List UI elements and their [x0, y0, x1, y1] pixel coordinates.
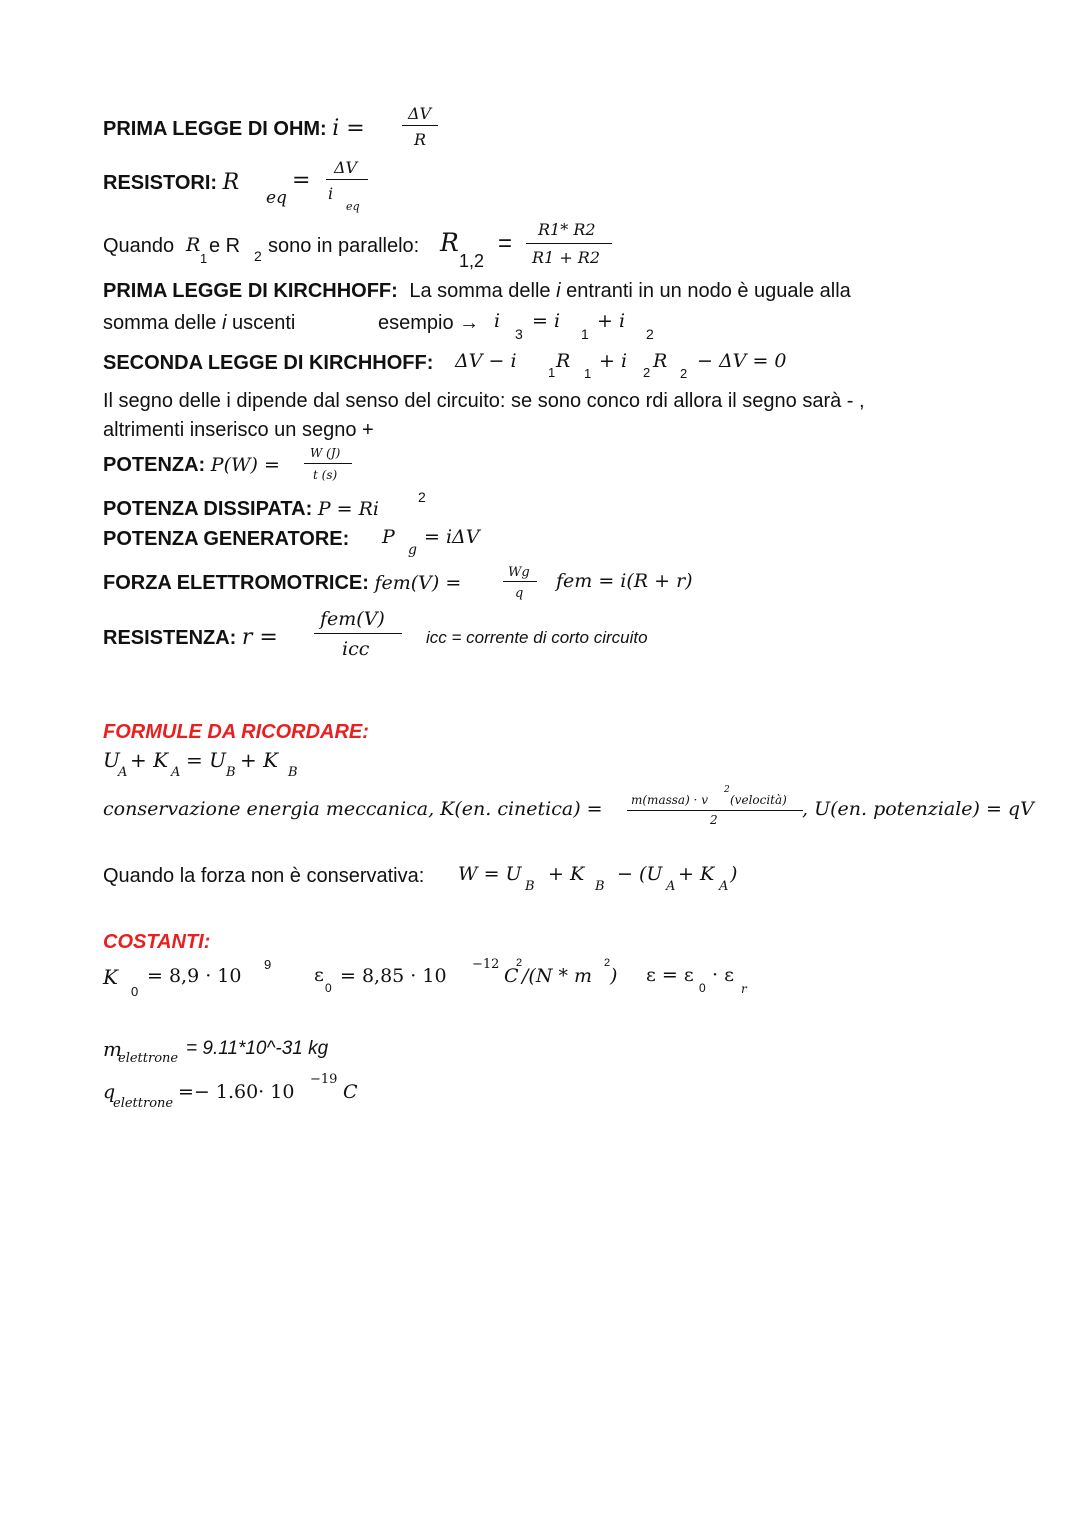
resistenza-den: icc: [342, 638, 370, 660]
kirchhoff1-f-sub3: 3: [515, 326, 523, 342]
resistori-label: RESISTORI:: [103, 172, 218, 194]
costanti-K-exp: 9: [264, 957, 272, 972]
resistori-eq-sub: eq: [266, 188, 287, 208]
formule-cons-num: m(massa) · v: [631, 793, 708, 807]
fem-fraction-bar: [503, 581, 537, 582]
costanti-K-sub: 0: [131, 984, 139, 999]
resistori-fraction-bar: [326, 179, 368, 180]
dissipata-formula: P = Ri: [317, 498, 379, 520]
parallelo-num: R1* R2: [538, 220, 596, 239]
costanti-qe-exp: −19: [310, 1072, 338, 1087]
formule-nc-pK: + K: [548, 863, 585, 885]
costanti-eps-sub: 0: [325, 981, 332, 995]
kirchhoff1-esempio: esempio →: [378, 312, 480, 334]
costanti-qe-val: =− 1.60· 10: [178, 1081, 295, 1103]
generatore-line: [103, 529, 349, 549]
formule-sA: A: [118, 765, 128, 780]
costanti-eps-unit3: ): [610, 965, 618, 987]
formule-sB2: B: [288, 765, 298, 780]
kirchhoff2-Rb: R: [653, 350, 668, 372]
dissipata-exp: 2: [418, 489, 426, 505]
potenza-num: W (J): [310, 446, 341, 460]
parallelo-fraction-bar: [526, 243, 612, 244]
kirchhoff1-line2i: i: [221, 312, 227, 334]
costanti-title: COSTANTI:: [103, 931, 211, 953]
kirchhoff1-f-eq: = i: [532, 310, 561, 332]
resistenza-r: r =: [241, 625, 278, 650]
parallelo-sub2: 2: [254, 248, 262, 264]
formule-pK: + K: [130, 748, 169, 772]
costanti-K: K: [103, 965, 118, 989]
parallelo-e: e R: [209, 235, 241, 257]
costanti-epsr-subr: r: [741, 982, 747, 996]
potenza-den: t (s): [313, 468, 338, 482]
formule-U: U: [103, 748, 120, 772]
parallelo-sub12: 1,2: [459, 251, 485, 271]
kirchhoff2-s2: 2: [643, 365, 651, 380]
fem-num: Wg: [508, 565, 530, 580]
costanti-eps-unit2: /(N * m: [522, 965, 593, 987]
formule-sA2: A: [171, 765, 181, 780]
costanti-me-val: = 9.11*10^-31 kg: [186, 1038, 329, 1059]
formule-cons-exp: 2: [724, 785, 730, 795]
potenza-lhs: P(W) =: [210, 454, 280, 476]
kirchhoff2-Ra: R: [556, 350, 571, 372]
parallelo-sub1: 1: [200, 251, 208, 266]
kirchhoff1-line2a: somma delle: [103, 312, 217, 334]
formule-pK2: + K: [240, 748, 279, 772]
formule-nc-sB: B: [525, 879, 535, 894]
ohm-fraction-bar: [402, 125, 438, 126]
generatore-P: P: [382, 526, 395, 548]
potenza-fraction-bar: [304, 463, 352, 464]
costanti-epsr-dot: · ε: [712, 964, 734, 986]
costanti-me-sub: elettrone: [118, 1051, 179, 1066]
resistori-equals: =: [292, 168, 311, 193]
formule-cons-text: conservazione energia meccanica, K(en. cinetica) =: [103, 798, 603, 820]
formule-eqU: = U: [186, 748, 226, 772]
kirchhoff2-s1b: 1: [584, 366, 592, 381]
formule-nc-sA2: A: [719, 879, 729, 894]
dissipata-label: POTENZA DISSIPATA:: [103, 498, 313, 520]
resistenza-line: [103, 627, 278, 649]
fem-den: q: [515, 586, 524, 601]
parallelo-equals: =: [498, 230, 513, 257]
formule-nc-pK2: + K: [678, 863, 715, 885]
parallelo-line: [103, 236, 174, 256]
ohm-line: [103, 118, 365, 140]
kirchhoff2-line: [103, 353, 433, 373]
parallelo-R12: R: [440, 228, 459, 257]
kirchhoff2-plus: + i: [599, 350, 628, 372]
parallelo-den: R1 + R2: [532, 248, 601, 267]
parallelo-R1: R: [186, 234, 201, 256]
resistenza-note: icc = corrente di corto circuito: [426, 628, 648, 647]
resistenza-fraction-bar: [314, 633, 402, 634]
formule-nc-line: [103, 866, 424, 886]
costanti-epsr-sub0: 0: [699, 981, 706, 995]
resistori-R: R: [222, 170, 240, 195]
segno-line1: Il segno delle i dipende dal senso del circuito: se sono conco rdi allora il segno sarà - ,: [103, 390, 865, 412]
costanti-eps-exp: −12: [472, 957, 500, 972]
costanti-qe-sub: elettrone: [113, 1096, 174, 1111]
kirchhoff1-line2: [103, 313, 295, 333]
parallelo-text1: Quando: [103, 235, 175, 257]
kirchhoff2-s2b: 2: [680, 366, 688, 381]
kirchhoff2-s1: 1: [548, 365, 556, 380]
kirchhoff1-f-sub1: 1: [581, 326, 589, 342]
formule-nc-close: ): [730, 863, 738, 885]
costanti-qe-unit: C: [343, 1081, 358, 1103]
costanti-K-val: = 8,9 · 10: [147, 965, 242, 987]
costanti-eps-unit-exp: 2: [516, 957, 523, 969]
resistenza-num: fem(V): [320, 608, 385, 630]
formule-nc-sA: A: [666, 879, 676, 894]
formule-cons-fraction-bar: [627, 810, 803, 811]
dissipata-line: [103, 499, 379, 519]
costanti-eps: ε: [314, 964, 324, 986]
kirchhoff2-label: SECONDA LEGGE DI KIRCHHOFF:: [103, 352, 434, 374]
potenza-line: [103, 455, 280, 475]
generatore-rhs: = iΔV: [424, 526, 480, 548]
costanti-eps-unit2-exp: 2: [604, 957, 611, 969]
fem-rhs: fem = i(R + r): [556, 570, 693, 592]
costanti-epsr: ε = ε: [646, 964, 694, 986]
costanti-me: m: [103, 1037, 122, 1061]
formule-nc-sB2: B: [595, 879, 605, 894]
costanti-eps-val: = 8,85 · 10: [340, 965, 447, 987]
kirchhoff2-formula-a: ΔV − i: [455, 350, 517, 372]
formule-nc-formula: W = U: [458, 863, 522, 885]
ohm-label: PRIMA LEGGE DI OHM:: [103, 118, 327, 140]
formule-sB: B: [226, 765, 236, 780]
fem-lhs: fem(V) =: [374, 572, 462, 594]
kirchhoff1-line: [103, 281, 851, 301]
kirchhoff1-f-i: i: [494, 310, 501, 332]
costanti-eps-unit: C: [504, 965, 519, 987]
potenza-label: POTENZA:: [103, 454, 206, 476]
kirchhoff1-i: i: [556, 280, 561, 302]
fem-label: FORZA ELETTROMOTRICE:: [103, 572, 369, 594]
formule-cons-num2: (velocità): [730, 793, 787, 807]
kirchhoff1-f-sub2: 2: [646, 326, 654, 342]
resistenza-label: RESISTENZA:: [103, 627, 237, 649]
kirchhoff1-line2b: uscenti: [231, 312, 296, 334]
ohm-lhs: i =: [332, 116, 365, 141]
kirchhoff1-label: PRIMA LEGGE DI KIRCHHOFF:: [103, 280, 398, 302]
fem-line: [103, 573, 461, 593]
kirchhoff1-text2: entranti in un nodo è uguale alla: [566, 280, 851, 302]
formule-cons-den: 2: [710, 813, 718, 827]
kirchhoff2-tail: − ΔV = 0: [697, 350, 787, 372]
resistori-line: [103, 172, 239, 194]
generatore-sub: g: [408, 542, 417, 558]
formule-cons-tail: , U(en. potenziale) = qV: [802, 798, 1034, 820]
formule-nc-text: Quando la forza non è conservativa:: [103, 865, 425, 887]
resistori-num: ΔV: [334, 158, 358, 177]
parallelo-text2: sono in parallelo:: [268, 235, 420, 257]
costanti-qe: q: [103, 1081, 116, 1103]
kirchhoff1-f-plus: + i: [597, 310, 626, 332]
segno-line2: altrimenti inserisco un segno +: [103, 419, 374, 441]
kirchhoff1-text: La somma delle: [409, 280, 551, 302]
generatore-label: POTENZA GENERATORE:: [103, 528, 350, 550]
resistori-den-eq: eq: [346, 200, 360, 213]
ohm-den: R: [414, 130, 427, 149]
formule-title: FORMULE DA RICORDARE:: [103, 721, 369, 743]
ohm-num: ΔV: [408, 104, 432, 123]
resistori-den-i: i: [328, 184, 334, 203]
formule-nc-minus: − (U: [617, 863, 663, 885]
